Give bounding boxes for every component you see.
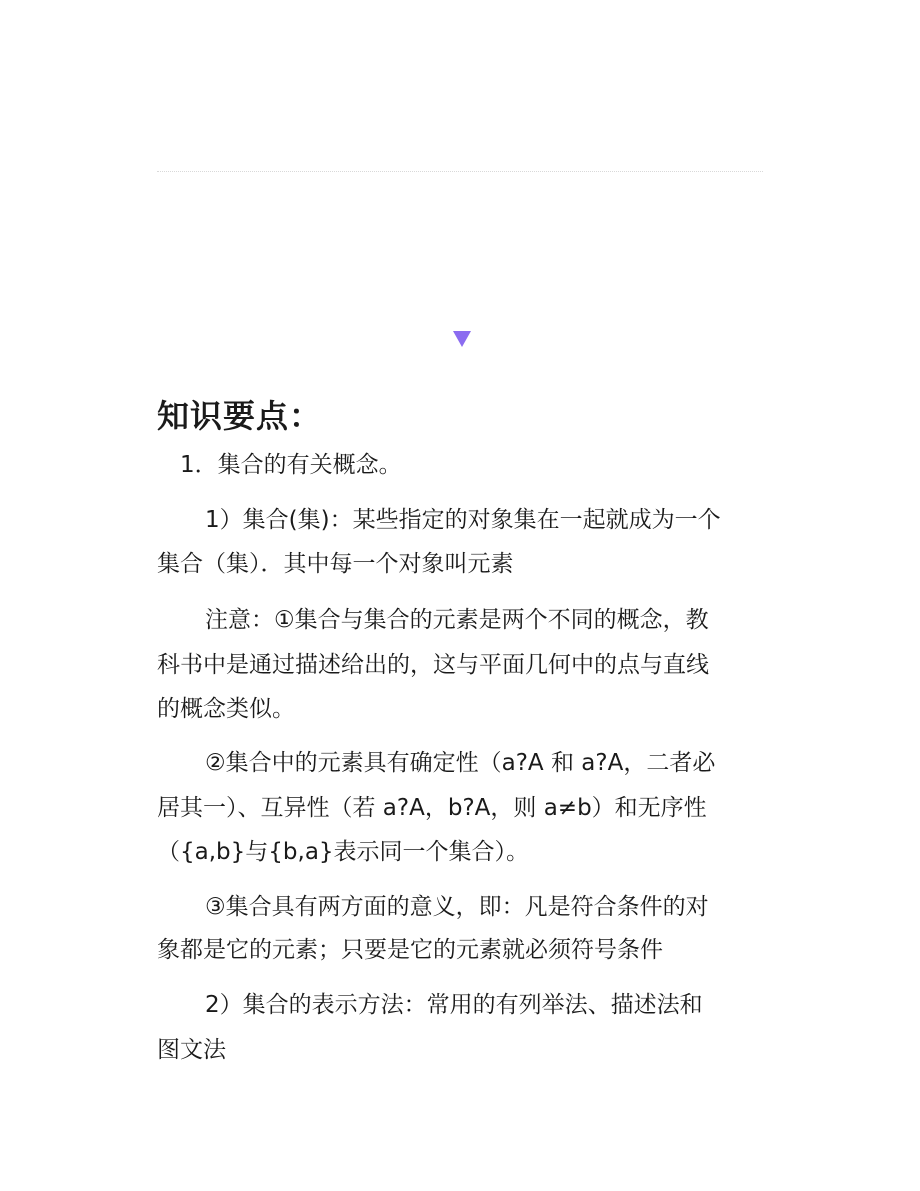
paragraph-3-line-2: 居其一）、互异性（若 a?A，b?A，则 a≠b）和无序性 (157, 795, 707, 821)
down-triangle-icon (453, 331, 471, 347)
paragraph-5-line-2: 图文法 (157, 1037, 226, 1063)
paragraph-1-line-1: 1）集合(集)：某些指定的对象集在一起就成为一个 (205, 507, 721, 533)
paragraph-2-line-3: 的概念类似。 (157, 696, 295, 722)
page-title: 知识要点： (157, 397, 323, 435)
paragraph-4-line-1: ③集合具有两方面的意义，即：凡是符合条件的对 (205, 894, 709, 920)
paragraph-1-line-2: 集合（集）．其中每一个对象叫元素 (157, 551, 514, 577)
paragraph-3-line-1: ②集合中的元素具有确定性（a?A 和 a?A，二者必 (205, 750, 716, 776)
paragraph-3-line-3: （{a,b}与{b,a}表示同一个集合）。 (157, 839, 530, 865)
paragraph-5-line-1: 2）集合的表示方法：常用的有列举法、描述法和 (205, 992, 703, 1018)
paragraph-4-line-2: 象都是它的元素；只要是它的元素就必须符号条件 (157, 937, 663, 963)
page-divider (157, 171, 763, 172)
paragraph-2-line-2: 科书中是通过描述给出的，这与平面几何中的点与直线 (157, 652, 709, 678)
section-title: 1．集合的有关概念。 (180, 452, 402, 478)
paragraph-2-line-1: 注意：①集合与集合的元素是两个不同的概念，教 (205, 607, 709, 633)
